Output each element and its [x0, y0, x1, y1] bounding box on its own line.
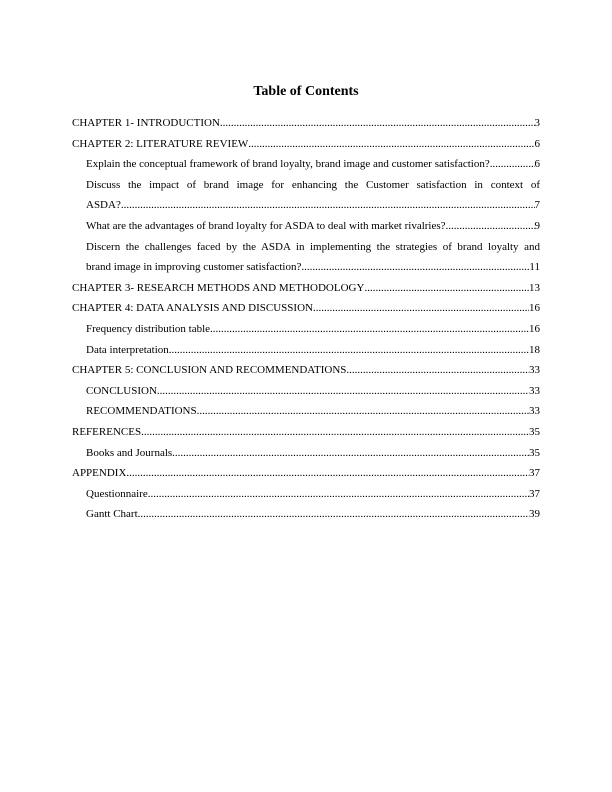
toc-page-number: 7 — [534, 199, 540, 212]
toc-entry-text: ASDA? — [86, 199, 121, 212]
toc-entry-ch3[interactable] — [72, 278, 540, 299]
toc-entry-ch5-2[interactable] — [72, 401, 540, 422]
dot-leader — [446, 216, 535, 237]
toc-page-number: 33 — [529, 405, 540, 418]
page-title: Table of Contents — [253, 84, 359, 99]
toc-entry-text: RECOMMENDATIONS — [86, 405, 197, 418]
toc-entry-text: CONCLUSION — [86, 384, 157, 397]
toc-page-number: 35 — [529, 446, 540, 459]
toc-entry-ch2-3[interactable] — [72, 216, 540, 237]
toc-entry-text: Frequency distribution table — [86, 322, 211, 335]
dot-leader — [346, 360, 529, 381]
dot-leader — [141, 422, 529, 443]
toc-page-number: 35 — [529, 425, 540, 438]
dot-leader — [490, 154, 535, 175]
toc-entry-text: CHAPTER 5: CONCLUSION AND RECOMMENDATIONS — [72, 364, 347, 377]
toc-entry-appx[interactable] — [72, 463, 540, 484]
toc-entry-text: What are the advantages of brand loyalty for ASDA to deal with market rivalries? — [86, 219, 446, 232]
dot-leader — [148, 484, 529, 505]
toc-entry-appx-1[interactable] — [72, 484, 540, 505]
dot-leader — [197, 401, 529, 422]
toc-entry-ch4-1[interactable] — [72, 319, 540, 340]
toc-entry-text: Books and Journals — [86, 446, 173, 459]
toc-page-number: 37 — [529, 467, 540, 480]
dot-leader — [301, 257, 529, 278]
dot-leader — [364, 278, 529, 299]
toc-page-number: 33 — [529, 364, 540, 377]
toc-page-number: 39 — [529, 508, 540, 521]
dot-leader — [169, 340, 529, 361]
toc-entry-text-line: Discern the challenges faced by the ASDA in implementing the strategies of brand loyalty and — [86, 240, 540, 253]
toc-page-number: 18 — [529, 343, 540, 356]
toc-entry-ch5[interactable] — [72, 360, 540, 381]
dot-leader — [172, 443, 529, 464]
toc-entry-ch2-2[interactable] — [72, 175, 540, 216]
toc-entry-refs-1[interactable] — [72, 443, 540, 464]
toc-entry-text: CHAPTER 3- RESEARCH METHODS AND METHODOLOGY — [72, 281, 365, 294]
dot-leader — [210, 319, 529, 340]
dot-leader — [220, 113, 535, 134]
toc-page-number: 13 — [529, 281, 540, 294]
toc-page-number: 9 — [534, 219, 540, 232]
toc-entry-refs[interactable] — [72, 422, 540, 443]
dot-leader — [121, 195, 535, 216]
toc-entry-text: CHAPTER 4: DATA ANALYSIS AND DISCUSSION — [72, 302, 313, 315]
toc-page-number: 33 — [529, 384, 540, 397]
toc-page-number: 37 — [529, 487, 540, 500]
toc-entry-text: CHAPTER 2: LITERATURE REVIEW — [72, 137, 249, 150]
toc-entry-text-line: Discuss the impact of brand image for enhancing the Customer satisfaction in context of — [86, 178, 540, 191]
toc-page-number: 11 — [529, 261, 540, 274]
toc-entry-ch2-4[interactable] — [72, 237, 540, 278]
toc-entry-text: REFERENCES — [72, 425, 142, 438]
toc-entry-ch5-1[interactable] — [72, 381, 540, 402]
dot-leader — [138, 504, 529, 525]
toc-entry-text: Gantt Chart — [86, 508, 138, 521]
toc-entry-ch1[interactable] — [72, 113, 540, 134]
toc-entry-ch4[interactable] — [72, 298, 540, 319]
toc-entry-text: Explain the conceptual framework of brand loyalty, brand image and customer satisfaction? — [86, 158, 490, 171]
toc-entry-ch2-1[interactable] — [72, 154, 540, 175]
dot-leader — [313, 298, 529, 319]
toc-entry-ch4-2[interactable] — [72, 340, 540, 361]
toc-list — [72, 113, 540, 525]
toc-page-number: 16 — [529, 322, 540, 335]
dot-leader — [157, 381, 529, 402]
toc-entry-ch2[interactable] — [72, 134, 540, 155]
toc-page-number: 16 — [529, 302, 540, 315]
toc-entry-text: Questionnaire — [86, 487, 148, 500]
toc-entry-appx-2[interactable] — [72, 504, 540, 525]
toc-page-number: 6 — [534, 158, 540, 171]
dot-leader — [126, 463, 529, 484]
toc-page-number: 3 — [534, 117, 540, 129]
toc-entry-text: Data interpretation — [86, 343, 169, 356]
dot-leader — [248, 134, 534, 155]
toc-entry-text: APPENDIX — [72, 467, 127, 480]
toc-entry-text: brand image in improving customer satisfaction? — [86, 261, 302, 274]
toc-page-number: 6 — [534, 137, 540, 150]
toc-entry-text: CHAPTER 1- INTRODUCTION — [72, 117, 220, 129]
